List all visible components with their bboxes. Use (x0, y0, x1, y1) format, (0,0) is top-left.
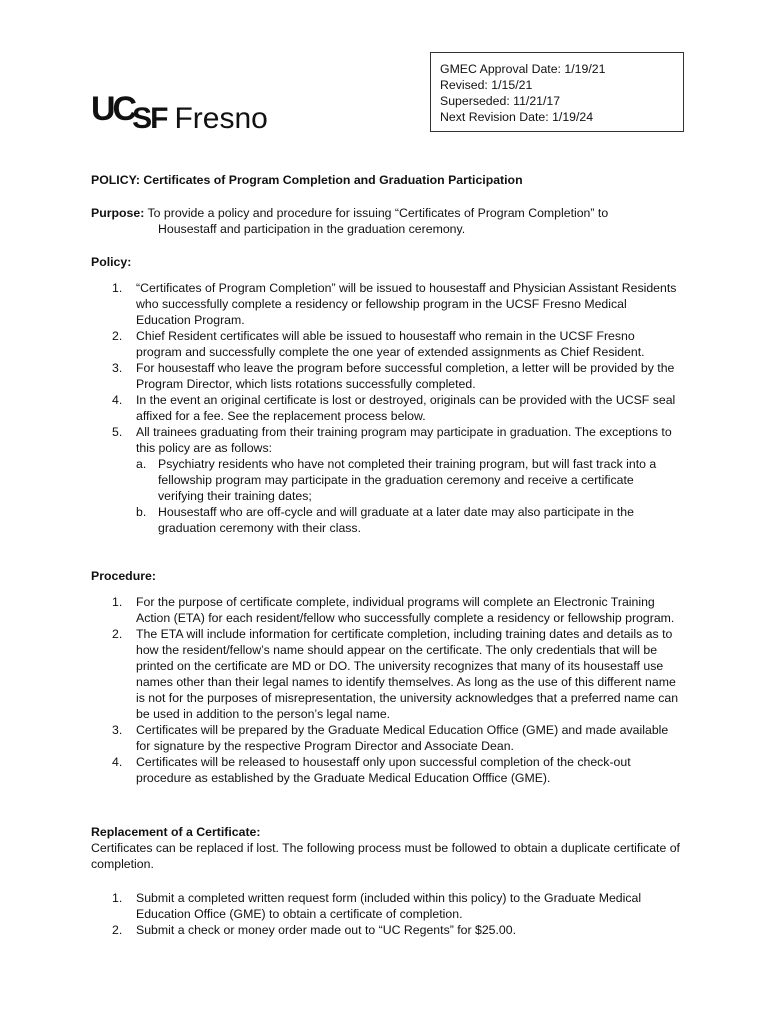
exception-item (136, 504, 681, 536)
replacement-item (91, 922, 681, 938)
policy-item-text: “Certificates of Program Completion” will be issued to housestaff and Physician Assistant Residents who successfully complete a residency or fellowship program in the UCSF Fresno Medical Education Program. (136, 281, 677, 327)
policy-item (91, 328, 681, 360)
list-number: 4. (112, 393, 123, 407)
policy-item-text: Chief Resident certificates will able be issued to housestaff who remain in the UCSF Fresno program and successfully complete the one year of extended assignments as Chief Resident. (136, 329, 645, 359)
policy-document-body (91, 172, 681, 938)
purpose-text-line1: To provide a policy and procedure for issuing “Certificates of Program Completion” to (144, 206, 609, 220)
procedure-item-text: The ETA will include information for certificate completion, including training dates and details as to how the resident/fellow’s name should appear on the certificate. The only credentials that will be printed on the certificate are MD or DO. The university recognizes that many of its housestaff use names other than their legal names to identify themselves. As long as the use of this different name is not for the purposes of misrepresentation, the university acknowledges that a preferred name can be used in addition to the person’s legal name. (136, 627, 679, 721)
list-letter: b. (136, 505, 147, 519)
list-number: 1. (112, 595, 123, 609)
policy-title: POLICY: Certificates of Program Completion and Graduation Participation (91, 173, 523, 187)
policy-item (91, 392, 681, 424)
revised-date: Revised: 1/15/21 (440, 78, 533, 92)
purpose-label: Purpose: (91, 206, 145, 220)
replacement-heading: Replacement of a Certificate: (91, 825, 261, 839)
replacement-item-text: Submit a check or money order made out to “UC Regents” for $25.00. (136, 923, 517, 937)
purpose-section (91, 205, 681, 237)
procedure-list (91, 594, 681, 786)
procedure-item-text: Certificates will be released to housestaff only upon successful completion of the check-out procedure as established by the Graduate Medical Education Offfice (GME). (136, 755, 631, 785)
list-number: 4. (112, 755, 123, 769)
gmec-approval-date: GMEC Approval Date: 1/19/21 (440, 62, 606, 76)
policy-item-text: All trainees graduating from their training program may participate in graduation. The exceptions to this policy are as follows: (136, 425, 672, 455)
list-number: 1. (112, 891, 123, 905)
procedure-item-text: Certificates will be prepared by the Graduate Medical Education Office (GME) and made available for signature by the respective Program Director and Associate Dean. (136, 723, 669, 753)
logo-sf: SF (132, 102, 167, 135)
exception-item-text: Psychiatry residents who have not completed their training program, but will fast track into a fellowship program may participate in the graduation ceremony and receive a certificate verifying their training dates; (158, 457, 657, 503)
list-number: 1. (112, 281, 123, 295)
policy-item (91, 424, 681, 536)
procedure-item (91, 754, 681, 786)
replacement-item (91, 890, 681, 922)
procedure-item (91, 594, 681, 626)
list-letter: a. (136, 457, 147, 471)
procedure-heading: Procedure: (91, 569, 156, 583)
exception-item-text: Housestaff who are off-cycle and will graduate at a later date may also participate in the graduation ceremony with their class. (158, 505, 634, 535)
policy-item (91, 360, 681, 392)
exception-item (136, 456, 681, 504)
superseded-date: Superseded: 11/21/17 (440, 94, 561, 108)
replacement-list (91, 890, 681, 938)
logo-uc: UC (91, 90, 135, 128)
policy-exceptions-list (136, 456, 681, 536)
logo-campus: Fresno (174, 102, 268, 135)
policy-item (91, 280, 681, 328)
procedure-item-text: For the purpose of certificate complete, individual programs will complete an Electronic Training Action (ETA) for each resident/fellow who successfully complete a residency or fellowship program. (136, 595, 675, 625)
replacement-item-text: Submit a completed written request form (included within this policy) to the Graduate Medical Education Office (GME) to obtain a certificate of completion. (136, 891, 642, 921)
procedure-item (91, 626, 681, 722)
purpose-text-line2: Housestaff and participation in the graduation ceremony. (158, 222, 466, 236)
next-revision-date: Next Revision Date: 1/19/24 (440, 110, 594, 124)
procedure-item (91, 722, 681, 754)
policy-heading: Policy: (91, 255, 132, 269)
policy-item-text: In the event an original certificate is lost or destroyed, originals can be provided with the UCSF seal affixed for a fee. See the replacement process below. (136, 393, 676, 423)
replacement-intro: Certificates can be replaced if lost. The following process must be followed to obtain a duplicate certificate of completion. (91, 841, 680, 871)
policy-list (91, 280, 681, 536)
list-number: 2. (112, 923, 123, 937)
list-number: 3. (112, 723, 123, 737)
list-number: 2. (112, 329, 123, 343)
ucsf-fresno-logo (91, 90, 268, 135)
approval-dates-box (430, 52, 684, 132)
policy-item-text: For housestaff who leave the program before successful completion, a letter will be provided by the Program Director, which lists rotations successfully completed. (136, 361, 675, 391)
list-number: 3. (112, 361, 123, 375)
list-number: 5. (112, 425, 123, 439)
list-number: 2. (112, 627, 123, 641)
